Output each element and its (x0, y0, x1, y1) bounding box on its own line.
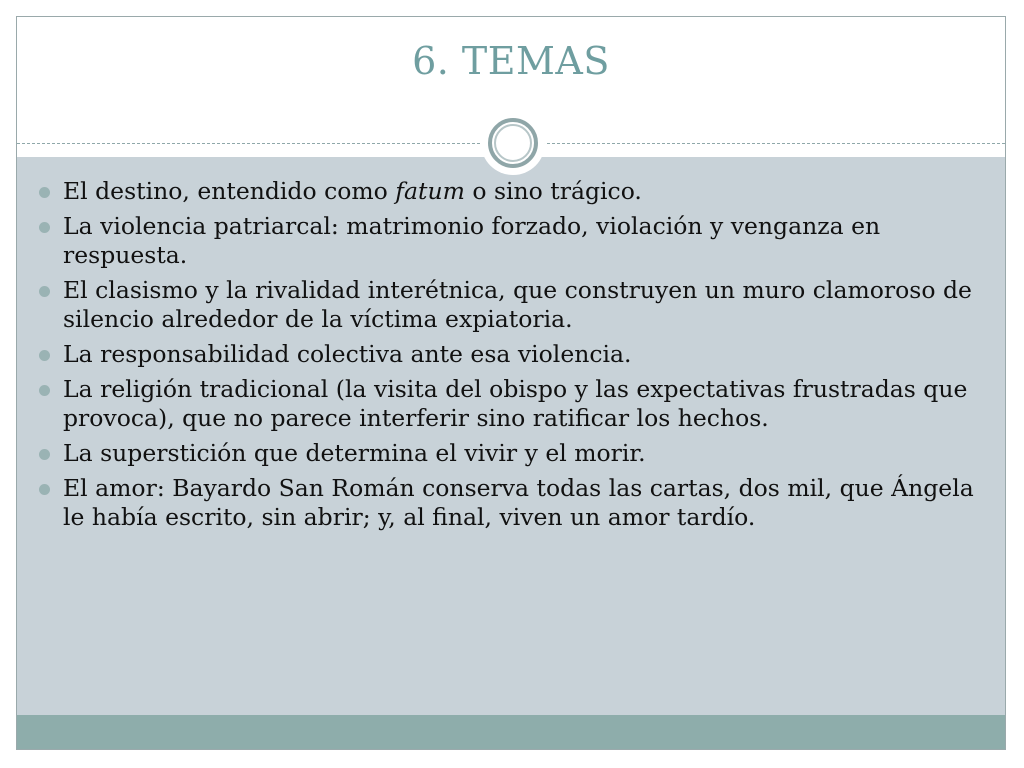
bullet-text: La superstición que determina el vivir y el morir. (63, 439, 646, 467)
bullet-dot-icon (39, 449, 50, 460)
bullet-item-clasismo (37, 276, 977, 334)
bullet-text-italic: fatum (395, 177, 465, 205)
bullet-dot-icon (39, 222, 50, 233)
slide (16, 16, 1006, 750)
bullet-item-amor (37, 474, 977, 532)
bullet-dot-icon (39, 187, 50, 198)
ring-inner-circle (494, 124, 532, 162)
bullet-text: El clasismo y la rivalidad interétnica, que construyen un muro clamoroso de silencio alrededor de la víctima expiatoria. (63, 276, 972, 333)
bullet-dot-icon (39, 286, 50, 297)
bullet-text: La violencia patriarcal: matrimonio forzado, violación y venganza en respuesta. (63, 212, 881, 269)
ring-ornament-icon (481, 111, 545, 175)
bullet-item-supersticion (37, 439, 977, 468)
bullet-list (37, 177, 977, 538)
bullet-dot-icon (39, 484, 50, 495)
bullet-item-violencia (37, 212, 977, 270)
bullet-text: El amor: Bayardo San Román conserva todas las cartas, dos mil, que Ángela le había escrito, sin abrir; y, al final, viven un amor tardío. (63, 474, 974, 531)
bullet-text-pre: El destino, entendido como (63, 177, 396, 205)
bullet-item-religion (37, 375, 977, 433)
bullet-item-responsabilidad (37, 340, 977, 369)
bullet-item-destino (37, 177, 977, 206)
bullet-text: La religión tradicional (la visita del obispo y las expectativas frustradas que provoca), que no parece interferir sino ratificar los hechos. (63, 375, 968, 432)
footer-band (17, 715, 1005, 750)
bullet-dot-icon (39, 350, 50, 361)
bullet-text-post: o sino trágico. (464, 177, 642, 205)
bullet-dot-icon (39, 385, 50, 396)
slide-title: 6. TEMAS (412, 39, 610, 83)
bullet-text: La responsabilidad colectiva ante esa violencia. (63, 340, 632, 368)
